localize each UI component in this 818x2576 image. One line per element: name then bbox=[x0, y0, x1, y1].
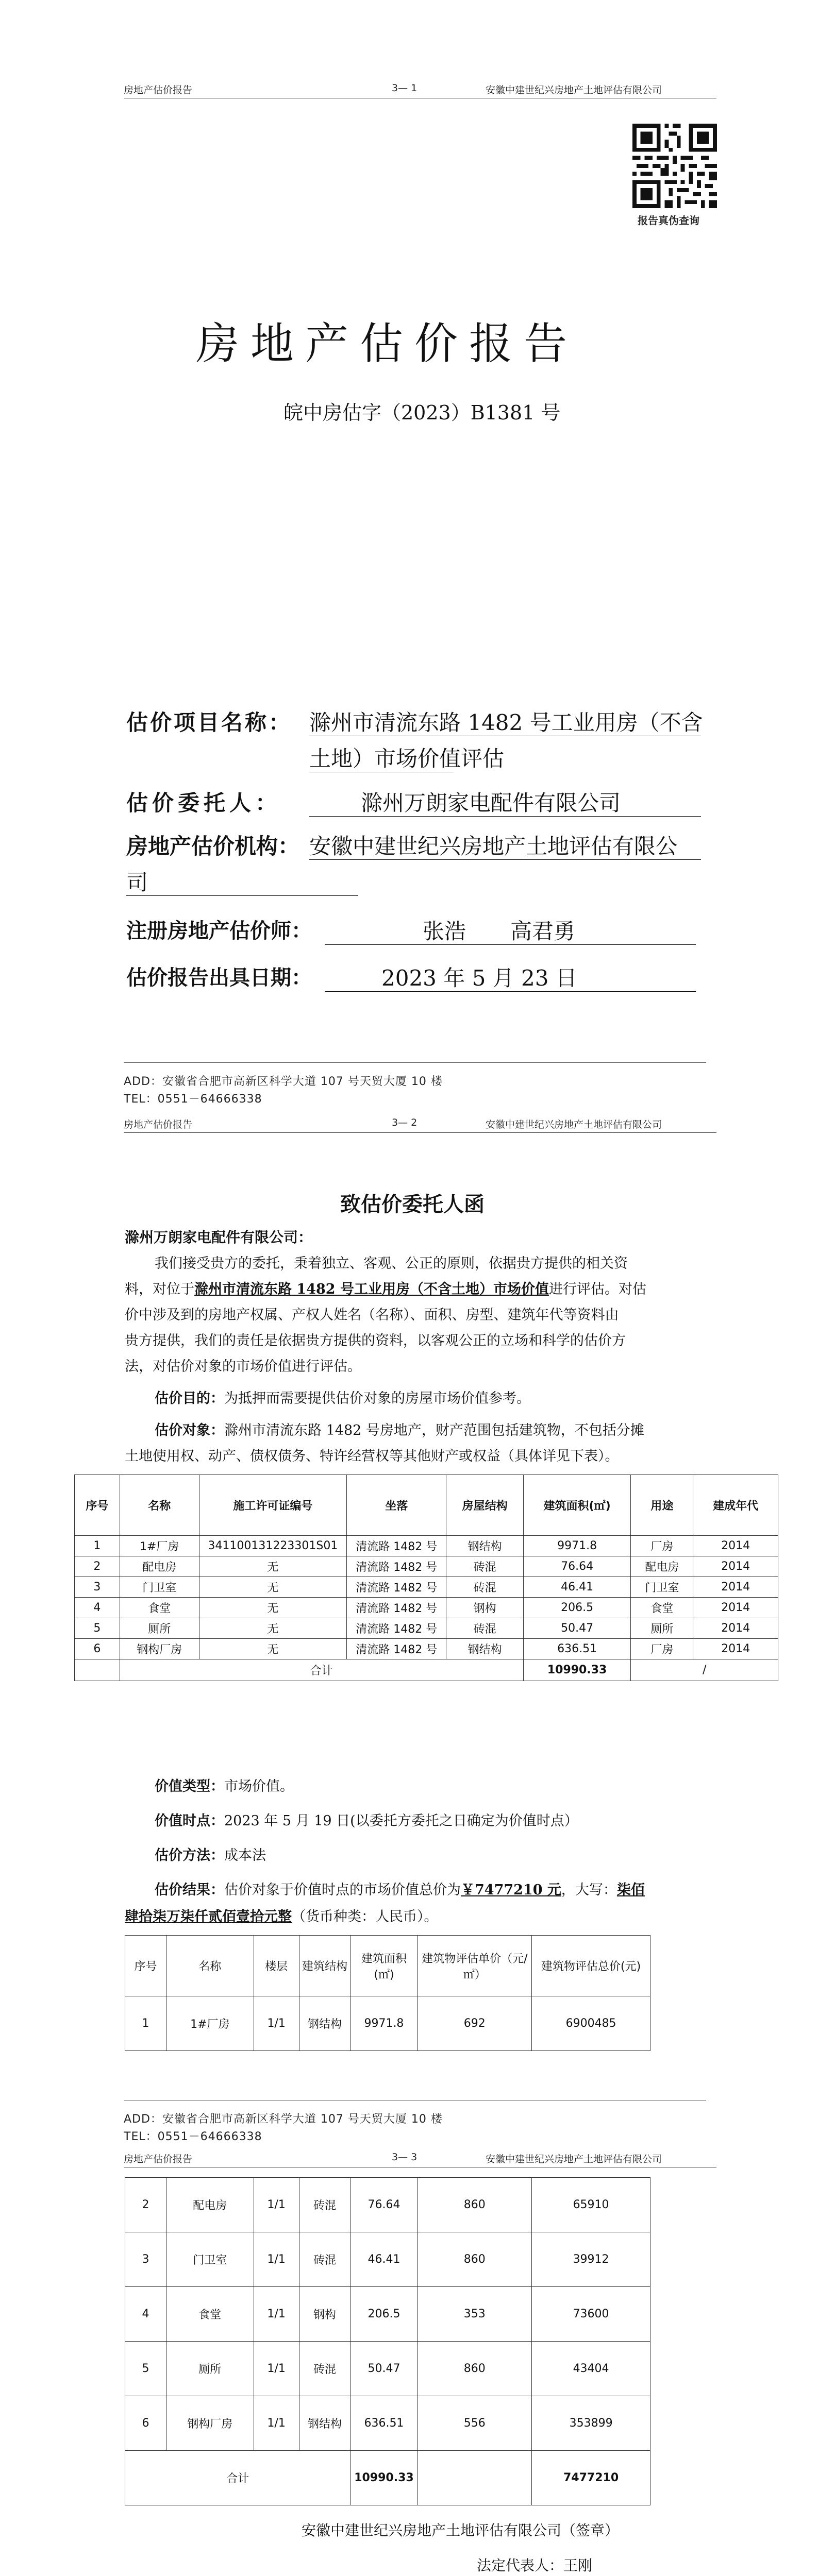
table-cell: 9971.8 bbox=[350, 1996, 418, 2051]
table-cell: 1/1 bbox=[254, 2287, 299, 2342]
value-type-label: 价值类型： bbox=[155, 1778, 224, 1794]
valuation-table-continued bbox=[125, 2177, 650, 2505]
table-cell: 钢构 bbox=[299, 2287, 350, 2342]
letter-addressee: 滁州万朗家电配件有限公司： bbox=[125, 1229, 313, 1246]
table-cell: 353899 bbox=[532, 2396, 650, 2451]
table-cell: 65910 bbox=[532, 2178, 650, 2232]
table-cell: 配电房 bbox=[631, 1556, 693, 1577]
appraiser-label: 注册房地产估价师： bbox=[126, 919, 312, 943]
header-right: 安徽中建世纪兴房地产土地评估有限公司 bbox=[486, 1119, 662, 1130]
table-header-cell: 楼层 bbox=[254, 1936, 299, 1996]
table-cell: 1/1 bbox=[254, 2396, 299, 2451]
table-header-cell: 建成年代 bbox=[693, 1475, 778, 1536]
table-cell: 2 bbox=[75, 1556, 120, 1577]
table-cell: 无 bbox=[199, 1598, 347, 1618]
table-row bbox=[125, 2342, 650, 2396]
total-cell: / bbox=[631, 1659, 778, 1681]
table-cell: 1 bbox=[125, 1996, 166, 2051]
table-cell: 9971.8 bbox=[523, 1536, 631, 1556]
table-cell: 厂房 bbox=[631, 1639, 693, 1659]
table-cell: 46.41 bbox=[523, 1577, 631, 1598]
table-cell: 860 bbox=[418, 2178, 532, 2232]
table-cell: 清流路 1482 号 bbox=[347, 1577, 446, 1598]
header-right: 安徽中建世纪兴房地产土地评估有限公司 bbox=[486, 2154, 662, 2165]
qr-caption: 报告真伪查询 bbox=[638, 214, 699, 227]
result-currency: （货币种类：人民币）。 bbox=[292, 1909, 438, 1925]
letter-paragraph-line: 法，对估价对象的市场价值进行评估。 bbox=[125, 1359, 361, 1375]
result-line-2 bbox=[125, 1904, 438, 1930]
table-cell: 食堂 bbox=[166, 2287, 254, 2342]
header-rule bbox=[124, 1132, 716, 1133]
signature-company: 安徽中建世纪兴房地产土地评估有限公司（签章） bbox=[302, 2522, 620, 2539]
object-line-2: 土地使用权、动产、债权债务、特许经营权等其他财产或权益（具体详见下表）。 bbox=[125, 1448, 619, 1464]
table-cell: 4 bbox=[125, 2287, 166, 2342]
table-cell: 钢结构 bbox=[299, 2396, 350, 2451]
table-cell: 门卫室 bbox=[631, 1577, 693, 1598]
method-value: 成本法 bbox=[224, 1848, 266, 1863]
footer-rule bbox=[124, 1062, 706, 1063]
subject-property: 滁州市清流东路 1482 号工业用房（不含土地）市场价值 bbox=[194, 1281, 549, 1297]
table-cell: 76.64 bbox=[350, 2178, 418, 2232]
table-cell: 厕所 bbox=[631, 1618, 693, 1639]
appraiser-underline bbox=[325, 944, 696, 945]
purpose-line bbox=[155, 1386, 530, 1412]
client-value: 滁州万朗家电配件有限公司 bbox=[361, 790, 621, 816]
table-header-cell: 用途 bbox=[631, 1475, 693, 1536]
table-cell: 砖混 bbox=[299, 2178, 350, 2232]
result-mid: ，大写： bbox=[561, 1882, 617, 1898]
table-header-cell: 建筑面积(㎡) bbox=[523, 1475, 631, 1536]
value-date-value: 2023 年 5 月 19 日(以委托方委托之日确定为价值时点） bbox=[224, 1813, 578, 1829]
table-row bbox=[125, 2178, 650, 2232]
result-amount: ￥7477210 元 bbox=[461, 1882, 561, 1898]
date-label: 估价报告出具日期： bbox=[126, 966, 312, 990]
table-cell: 1/1 bbox=[254, 2342, 299, 2396]
table-cell: 636.51 bbox=[523, 1639, 631, 1659]
result-label: 估价结果： bbox=[155, 1882, 224, 1898]
project-value-line1: 滁州市清流东路 1482 号工业用房（不含 bbox=[309, 710, 703, 735]
purpose-label: 估价目的： bbox=[155, 1391, 224, 1406]
table-cell: 5 bbox=[125, 2342, 166, 2396]
object-value: 滁州市清流东路 1482 号房地产，财产范围包括建筑物，不包括分摊 bbox=[224, 1422, 644, 1438]
table-row bbox=[125, 2396, 650, 2451]
header-left: 房地产估价报告 bbox=[124, 84, 193, 96]
table-cell: 6900485 bbox=[532, 1996, 650, 2051]
header-page-number: 3— 1 bbox=[392, 82, 418, 94]
table-cell: 砖混 bbox=[446, 1556, 523, 1577]
footer-address: ADD：安徽省合肥市高新区科学大道 107 号天贸大厦 10 楼 bbox=[124, 2113, 443, 2126]
table-cell: 1/1 bbox=[254, 2178, 299, 2232]
total-value: 7477210 bbox=[532, 2451, 650, 2505]
purpose-value: 为抵押而需要提供估价对象的房屋市场价值参考。 bbox=[224, 1391, 530, 1406]
table-cell: 860 bbox=[418, 2342, 532, 2396]
table-row bbox=[75, 1556, 778, 1577]
signature-representative: 法定代表人：王刚 bbox=[477, 2557, 593, 2574]
table-cell bbox=[75, 1659, 120, 1681]
table-row bbox=[75, 1618, 778, 1639]
table-cell: 1/1 bbox=[254, 2232, 299, 2287]
project-label: 估价项目名称： bbox=[126, 710, 293, 735]
table-cell: 73600 bbox=[532, 2287, 650, 2342]
table-cell: 钢构厂房 bbox=[120, 1639, 199, 1659]
table-cell: 3 bbox=[125, 2232, 166, 2287]
value-date-label: 价值时点： bbox=[155, 1813, 224, 1829]
header-left: 房地产估价报告 bbox=[124, 1119, 193, 1130]
table-cell: 无 bbox=[199, 1639, 347, 1659]
table-cell: 食堂 bbox=[631, 1598, 693, 1618]
table-cell: 3 bbox=[75, 1577, 120, 1598]
table-header-cell: 坐落 bbox=[347, 1475, 446, 1536]
object-label: 估价对象： bbox=[155, 1422, 224, 1438]
table-cell: 厕所 bbox=[166, 2342, 254, 2396]
appraiser-2: 高君勇 bbox=[510, 919, 576, 944]
table-cell: 钢结构 bbox=[299, 1996, 350, 2051]
table-cell: 清流路 1482 号 bbox=[347, 1639, 446, 1659]
table-cell: 39912 bbox=[532, 2232, 650, 2287]
table-cell: 50.47 bbox=[523, 1618, 631, 1639]
table-cell: 门卫室 bbox=[166, 2232, 254, 2287]
table-cell: 2014 bbox=[693, 1577, 778, 1598]
date-underline bbox=[325, 991, 696, 992]
table-row bbox=[125, 1996, 650, 2051]
letter-paragraph-line: 贵方提供，我们的责任是依据贵方提供的资料，以客观公正的立场和科学的估价方 bbox=[125, 1333, 626, 1349]
total-label: 合计 bbox=[125, 2451, 350, 2505]
table-cell: 46.41 bbox=[350, 2232, 418, 2287]
table-cell: 636.51 bbox=[350, 2396, 418, 2451]
table-cell: 无 bbox=[199, 1577, 347, 1598]
agency-underline-1 bbox=[309, 859, 701, 860]
table-cell: 钢构 bbox=[446, 1598, 523, 1618]
table-cell: 860 bbox=[418, 2232, 532, 2287]
table-total-row bbox=[125, 2451, 650, 2505]
result-upper: 柒佰 bbox=[616, 1882, 645, 1898]
table-cell: 1/1 bbox=[254, 1996, 299, 2051]
project-value-line2: 土地）市场价值评估 bbox=[309, 746, 505, 771]
table-cell: 配电房 bbox=[120, 1556, 199, 1577]
table-row bbox=[125, 2232, 650, 2287]
total-area: 10990.33 bbox=[523, 1659, 631, 1681]
letter-paragraph-line: 我们接受贵方的委托，秉着独立、客观、公正的原则，依据贵方提供的相关资 bbox=[155, 1256, 628, 1272]
table-header-cell: 序号 bbox=[75, 1475, 120, 1536]
table-cell: 76.64 bbox=[523, 1556, 631, 1577]
total-label: 合计 bbox=[120, 1659, 523, 1681]
agency-value-line2: 司 bbox=[126, 870, 148, 895]
table-cell: 206.5 bbox=[523, 1598, 631, 1618]
table-header-cell: 建筑面积(㎡) bbox=[350, 1936, 418, 1996]
agency-label: 房地产估价机构： bbox=[126, 834, 300, 859]
qr-code[interactable] bbox=[632, 124, 717, 208]
client-label: 估价委托人： bbox=[126, 790, 281, 816]
table-cell: 清流路 1482 号 bbox=[347, 1618, 446, 1639]
footer-address: ADD：安徽省合肥市高新区科学大道 107 号天贸大厦 10 楼 bbox=[124, 1075, 443, 1088]
table-cell: 556 bbox=[418, 2396, 532, 2451]
table-cell: 砖混 bbox=[299, 2232, 350, 2287]
table-cell: 6 bbox=[125, 2396, 166, 2451]
table-cell: 2014 bbox=[693, 1639, 778, 1659]
result-pre: 估价对象于价值时点的市场价值总价为 bbox=[224, 1882, 461, 1898]
letter-paragraph-line bbox=[125, 1277, 646, 1302]
agency-value-line1: 安徽中建世纪兴房地产土地评估有限公 bbox=[309, 834, 678, 859]
report-title: 房地产估价报告 bbox=[196, 318, 579, 369]
table-cell: 2014 bbox=[693, 1618, 778, 1639]
table-cell: 砖混 bbox=[446, 1618, 523, 1639]
header-page-number: 3— 3 bbox=[392, 2151, 418, 2163]
table-cell: 无 bbox=[199, 1618, 347, 1639]
table-row bbox=[75, 1577, 778, 1598]
table-row bbox=[75, 1639, 778, 1659]
table-cell: 2 bbox=[125, 2178, 166, 2232]
letter-title: 致估价委托人函 bbox=[340, 1193, 485, 1216]
table-cell: 1 bbox=[75, 1536, 120, 1556]
table-header-cell: 名称 bbox=[166, 1936, 254, 1996]
table-cell: 2014 bbox=[693, 1598, 778, 1618]
table-cell: 清流路 1482 号 bbox=[347, 1536, 446, 1556]
table-cell: 4 bbox=[75, 1598, 120, 1618]
table-cell: 清流路 1482 号 bbox=[347, 1556, 446, 1577]
table-cell: 钢结构 bbox=[446, 1536, 523, 1556]
valuation-table bbox=[125, 1935, 650, 2051]
table-cell: 1#厂房 bbox=[120, 1536, 199, 1556]
table-header-cell: 建筑结构 bbox=[299, 1936, 350, 1996]
table-cell: 配电房 bbox=[166, 2178, 254, 2232]
table-header-cell: 建筑物评估总价(元) bbox=[532, 1936, 650, 1996]
footer-tel: TEL：0551－64666338 bbox=[124, 1093, 262, 1106]
table-cell: 341100131223301S01 bbox=[199, 1536, 347, 1556]
table-header-cell: 序号 bbox=[125, 1936, 166, 1996]
table-cell: 5 bbox=[75, 1618, 120, 1639]
object-line bbox=[155, 1418, 644, 1444]
value-date-line bbox=[155, 1808, 578, 1834]
table-cell: 2014 bbox=[693, 1556, 778, 1577]
table-cell: 50.47 bbox=[350, 2342, 418, 2396]
client-underline bbox=[309, 816, 701, 817]
table-row bbox=[125, 2287, 650, 2342]
table-cell: 无 bbox=[199, 1556, 347, 1577]
table-cell: 钢构厂房 bbox=[166, 2396, 254, 2451]
table-cell: 厕所 bbox=[120, 1618, 199, 1639]
report-number: 皖中房估字（2023）B1381 号 bbox=[283, 401, 561, 424]
table-cell: 1#厂房 bbox=[166, 1996, 254, 2051]
table-total-row bbox=[75, 1659, 778, 1681]
header-left: 房地产估价报告 bbox=[124, 2154, 193, 2165]
header-page-number: 3— 2 bbox=[392, 1117, 418, 1128]
table-cell: 353 bbox=[418, 2287, 532, 2342]
table-cell: 2014 bbox=[693, 1536, 778, 1556]
table-header-row bbox=[125, 1936, 650, 1996]
property-table bbox=[74, 1475, 778, 1681]
method-line bbox=[155, 1843, 266, 1869]
agency-underline-2 bbox=[126, 895, 358, 896]
table-header-cell: 施工许可证编号 bbox=[199, 1475, 347, 1536]
value-type-line bbox=[155, 1774, 294, 1800]
table-row bbox=[75, 1598, 778, 1618]
table-cell: 食堂 bbox=[120, 1598, 199, 1618]
table-header-row bbox=[75, 1475, 778, 1536]
text-run: 料，对位于 bbox=[125, 1281, 194, 1297]
table-cell: 43404 bbox=[532, 2342, 650, 2396]
appraiser-1: 张浩 bbox=[423, 919, 466, 944]
text-run: 进行评估。对估 bbox=[548, 1281, 646, 1297]
table-cell: 清流路 1482 号 bbox=[347, 1598, 446, 1618]
result-line bbox=[155, 1877, 645, 1903]
total-area: 10990.33 bbox=[350, 2451, 418, 2505]
table-header-cell: 建筑物评估单价（元/㎡） bbox=[418, 1936, 532, 1996]
table-cell: 6 bbox=[75, 1639, 120, 1659]
table-cell: 206.5 bbox=[350, 2287, 418, 2342]
table-cell: 厂房 bbox=[631, 1536, 693, 1556]
letter-paragraph-line: 价中涉及到的房地产权属、产权人姓名（名称）、面积、房型、建筑年代等资料由 bbox=[125, 1307, 619, 1323]
date-value: 2023 年 5 月 23 日 bbox=[381, 965, 577, 991]
table-cell: 692 bbox=[418, 1996, 532, 2051]
result-upper: 肆拾柒万柒仟贰佰壹拾元整 bbox=[125, 1909, 292, 1925]
value-type-value: 市场价值。 bbox=[224, 1778, 294, 1794]
table-row bbox=[75, 1536, 778, 1556]
table-header-cell: 名称 bbox=[120, 1475, 199, 1536]
table-header-cell: 房屋结构 bbox=[446, 1475, 523, 1536]
table-cell bbox=[418, 2451, 532, 2505]
header-right: 安徽中建世纪兴房地产土地评估有限公司 bbox=[486, 84, 662, 96]
method-label: 估价方法： bbox=[155, 1848, 224, 1863]
table-cell: 砖混 bbox=[446, 1577, 523, 1598]
table-cell: 钢结构 bbox=[446, 1639, 523, 1659]
footer-tel: TEL：0551－64666338 bbox=[124, 2130, 262, 2143]
table-cell: 门卫室 bbox=[120, 1577, 199, 1598]
table-cell: 砖混 bbox=[299, 2342, 350, 2396]
